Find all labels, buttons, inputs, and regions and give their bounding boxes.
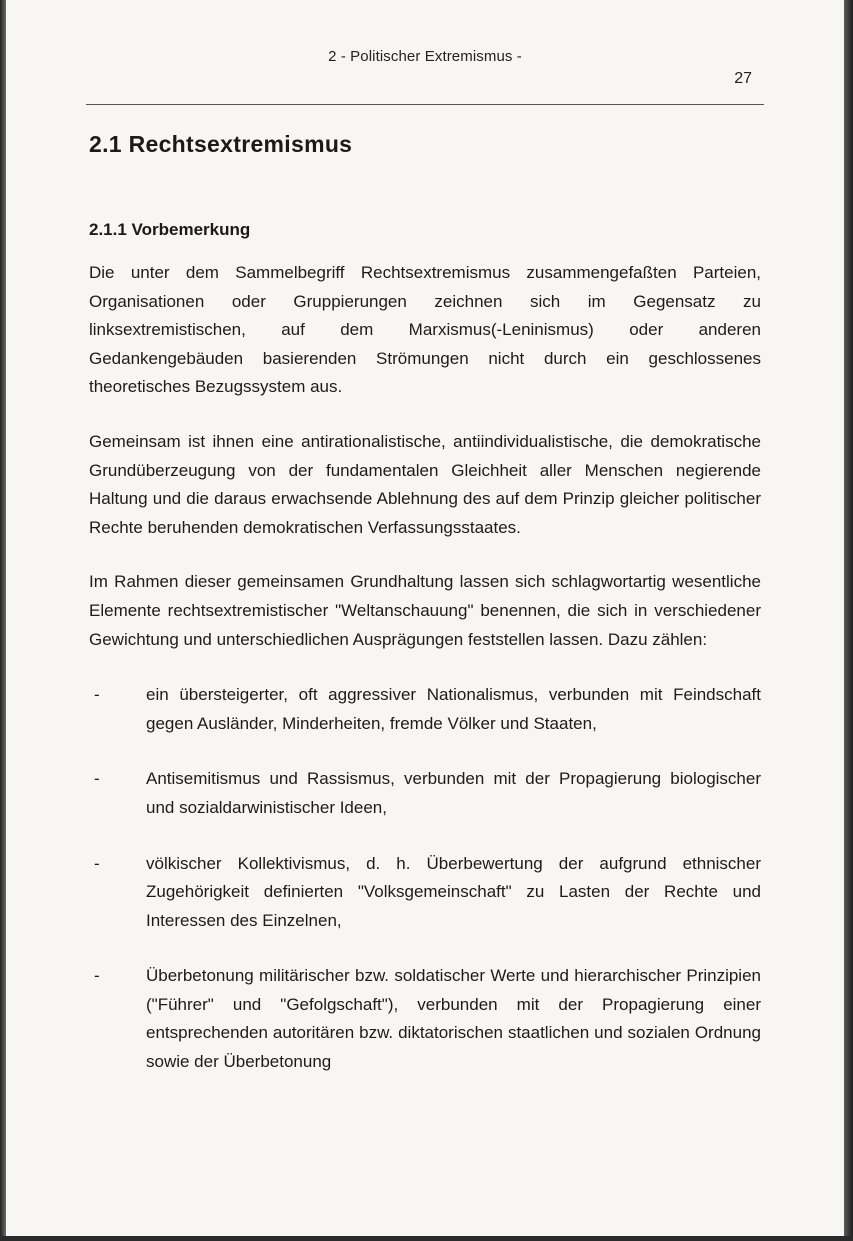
page-number: 27 — [734, 70, 752, 87]
list-item-text: völkischer Kollektivismus, d. h. Überbewertung der aufgrund ethnischer Zugehörigkeit definierten "Volksgemeinschaft" zu Lasten der Rechte und Interessen des Einzelnen, — [146, 853, 761, 930]
list-item — [89, 765, 761, 822]
paragraph-1: Die unter dem Sammelbegriff Rechtsextremismus zusammengefaßten Parteien, Organisationen oder Gruppierungen zeichnen sich im Gegensatz zu linksextremistischen, auf dem Marxismus(-Leninismus) oder anderen Gedankengebäuden basierenden Strömungen nicht durch ein geschlossenes theoretisches Bezugssystem aus. — [89, 263, 761, 397]
paragraph-2: Gemeinsam ist ihnen eine antirationalistische, antiindividualistische, die demokratische Grundüberzeugung von der fundamentalen Gleichheit aller Menschen negierende Haltung und die daraus erwachsende Ablehnung des auf dem Prinzip gleicher politischer Rechte beruhenden demokratischen Verfassungsstaates. — [89, 431, 761, 537]
paragraph-3: Im Rahmen dieser gemeinsamen Grundhaltung lassen sich schlagwortartig wesentliche Elemente rechtsextremistischer "Weltanschauung" benennen, die sich in verschiedener Gewichtung und unterschiedlichen Ausprägungen feststellen lassen. Dazu zählen: — [89, 572, 761, 649]
header-rule — [86, 104, 764, 105]
running-head: 2 - Politischer Extremismus - — [328, 48, 522, 65]
list-item-text: Überbetonung militärischer bzw. soldatischer Werte und hierarchischer Prinzipien ("Führer" und "Gefolgschaft"), verbunden mit der Propagierung einer entsprechenden autoritären bzw. diktatorischen staatlichen und sozialen Ordnung sowie der Überbetonung — [146, 966, 761, 1072]
list-item-text: Antisemitismus und Rassismus, verbunden mit der Propagierung biologischer und sozialdarwinistischer Ideen, — [146, 769, 761, 817]
section-title: 2.1 Rechtsextremismus — [89, 131, 353, 157]
subsection-title: 2.1.1 Vorbemerkung — [89, 220, 251, 239]
list-dash-marker: - — [94, 769, 100, 789]
list-item — [89, 962, 761, 1076]
elements-list — [89, 681, 761, 1077]
page-body — [89, 128, 761, 1104]
list-item — [89, 681, 761, 738]
scan-bottom-edge — [0, 1236, 853, 1241]
list-dash-marker: - — [94, 685, 100, 705]
document-page — [6, 0, 844, 1236]
list-dash-marker: - — [94, 853, 100, 873]
list-item-text: ein übersteigerter, oft aggressiver Nationalismus, verbunden mit Feindschaft gegen Ausländer, Minderheiten, fremde Völker und Staaten, — [146, 685, 761, 733]
list-item — [89, 850, 761, 936]
scan-right-edge — [844, 0, 853, 1241]
list-dash-marker: - — [94, 966, 100, 986]
